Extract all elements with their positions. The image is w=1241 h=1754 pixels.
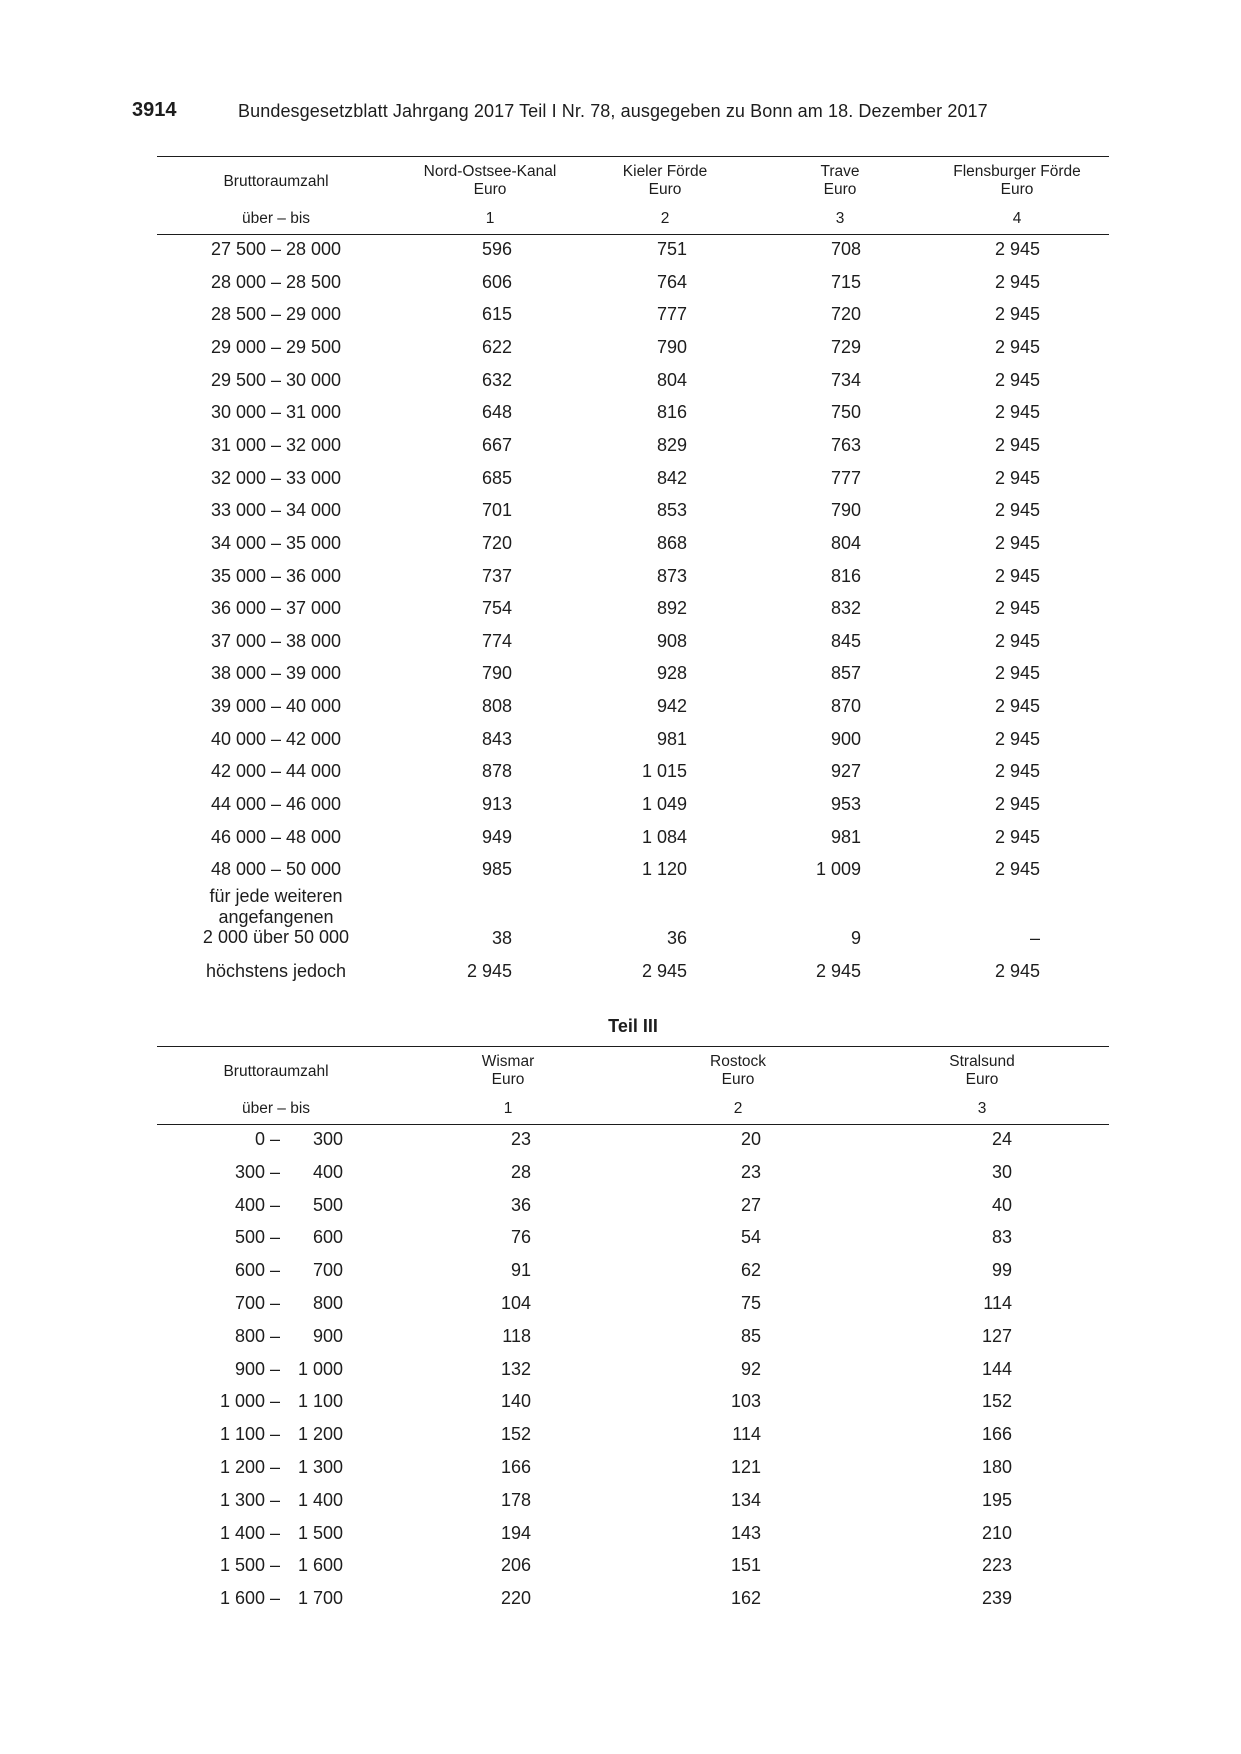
range-from-cell: 1 500 – xyxy=(219,1555,280,1576)
value-cell: 2 945 xyxy=(994,859,1040,880)
value-cell: 774 xyxy=(481,630,512,651)
value-cell: 2 945 xyxy=(994,304,1040,325)
range-from-cell: 1 600 – xyxy=(219,1588,280,1609)
value-cell: 27 xyxy=(740,1194,761,1215)
value-cell: 2 945 xyxy=(994,630,1040,651)
value-cell: 92 xyxy=(740,1358,761,1379)
range-from-cell: 300 – xyxy=(234,1161,280,1182)
range-from-cell: 800 – xyxy=(234,1325,280,1346)
value-cell: 2 945 xyxy=(994,663,1040,684)
value-cell: 180 xyxy=(981,1457,1012,1477)
value-cell: 104 xyxy=(500,1293,531,1313)
range-cell: 40 000 – 42 000 xyxy=(210,728,342,749)
column-title: Stralsund xyxy=(949,1053,1015,1070)
range-from-cell: 1 300 – xyxy=(219,1489,280,1510)
value-cell: 23 xyxy=(510,1129,531,1149)
value-cell: 648 xyxy=(481,402,512,423)
value-cell: 1 015 xyxy=(641,761,687,782)
value-cell: 596 xyxy=(481,239,512,259)
column-title: Bruttoraumzahl xyxy=(223,173,329,190)
value-cell: 708 xyxy=(830,239,861,259)
value-cell: 868 xyxy=(656,532,687,553)
column-number: 2 xyxy=(733,1100,743,1117)
value-cell: 808 xyxy=(481,696,512,717)
value-cell: 829 xyxy=(656,434,687,455)
column-number: 3 xyxy=(835,210,845,227)
range-to-cell: 600 xyxy=(312,1227,343,1248)
value-cell: 2 945 xyxy=(994,336,1040,357)
value-cell: 91 xyxy=(510,1260,531,1281)
range-cell: 48 000 – 50 000 xyxy=(210,859,342,880)
value-cell: 30 xyxy=(991,1161,1012,1182)
additional-label-line: für jede weiteren xyxy=(209,886,343,906)
value-cell: 790 xyxy=(481,663,512,684)
value-cell: 750 xyxy=(830,402,861,423)
value-cell: 83 xyxy=(991,1227,1012,1248)
value-cell: 220 xyxy=(500,1588,531,1609)
value-cell: 845 xyxy=(830,630,861,651)
header-bottom-rule xyxy=(157,1124,1109,1125)
range-from-cell: 600 – xyxy=(234,1260,280,1281)
value-cell: 40 xyxy=(991,1194,1012,1215)
column-unit: Euro xyxy=(491,1071,525,1088)
value-cell: 804 xyxy=(830,532,861,553)
range-cell: 32 000 – 33 000 xyxy=(210,467,342,488)
range-from-cell: 1 400 – xyxy=(219,1522,280,1543)
value-cell: 62 xyxy=(740,1260,761,1281)
column-title: Bruttoraumzahl xyxy=(223,1063,329,1080)
value-cell: 953 xyxy=(830,794,861,815)
value-cell: 928 xyxy=(656,663,687,684)
value-cell: 2 945 xyxy=(994,794,1040,815)
column-number: über – bis xyxy=(241,210,311,227)
value-cell: 152 xyxy=(981,1391,1012,1412)
range-to-cell: 500 xyxy=(312,1194,343,1215)
value-cell: 54 xyxy=(740,1227,761,1248)
value-cell: 99 xyxy=(991,1260,1012,1281)
additional-value-cell: – xyxy=(1029,928,1040,948)
column-title: Rostock xyxy=(710,1053,766,1070)
range-cell: 30 000 – 31 000 xyxy=(210,402,342,423)
maximum-label: höchstens jedoch xyxy=(205,961,347,981)
range-cell: 36 000 – 37 000 xyxy=(210,598,342,619)
value-cell: 2 945 xyxy=(994,696,1040,717)
value-cell: 927 xyxy=(830,761,861,782)
range-from-cell: 1 000 – xyxy=(219,1391,280,1412)
value-cell: 857 xyxy=(830,663,861,684)
value-cell: 816 xyxy=(656,402,687,423)
range-cell: 28 000 – 28 500 xyxy=(210,271,342,292)
value-cell: 166 xyxy=(500,1457,531,1477)
range-cell: 39 000 – 40 000 xyxy=(210,696,342,717)
maximum-value-cell: 2 945 xyxy=(466,961,512,981)
range-from-cell: 1 100 – xyxy=(219,1424,280,1445)
value-cell: 162 xyxy=(730,1588,761,1609)
value-cell: 1 120 xyxy=(641,859,687,880)
value-cell: 790 xyxy=(656,336,687,357)
range-to-cell: 400 xyxy=(312,1161,343,1182)
range-to-cell: 1 500 xyxy=(297,1522,343,1543)
range-from-cell: 1 200 – xyxy=(219,1457,280,1477)
column-unit: Euro xyxy=(1000,181,1034,198)
additional-value-cell: 36 xyxy=(666,928,687,948)
range-cell: 37 000 – 38 000 xyxy=(210,630,342,651)
value-cell: 76 xyxy=(510,1227,531,1248)
value-cell: 873 xyxy=(656,565,687,586)
additional-label-line: 2 000 über 50 000 xyxy=(202,927,350,947)
range-cell: 38 000 – 39 000 xyxy=(210,663,342,684)
running-head: Bundesgesetzblatt Jahrgang 2017 Teil I Nr. 78, ausgegeben zu Bonn am 18. Dezember 2017 xyxy=(238,101,988,121)
value-cell: 127 xyxy=(981,1325,1012,1346)
value-cell: 790 xyxy=(830,500,861,521)
range-cell: 28 500 – 29 000 xyxy=(210,304,342,325)
table-top-rule xyxy=(157,1046,1109,1047)
value-cell: 737 xyxy=(481,565,512,586)
value-cell: 720 xyxy=(481,532,512,553)
value-cell: 144 xyxy=(981,1358,1012,1379)
column-number: 1 xyxy=(485,210,495,227)
value-cell: 36 xyxy=(510,1194,531,1215)
value-cell: 878 xyxy=(481,761,512,782)
value-cell: 754 xyxy=(481,598,512,619)
range-cell: 31 000 – 32 000 xyxy=(210,434,342,455)
value-cell: 832 xyxy=(830,598,861,619)
range-to-cell: 1 200 xyxy=(297,1424,343,1445)
value-cell: 2 945 xyxy=(994,728,1040,749)
column-title: Nord-Ostsee-Kanal xyxy=(423,163,557,180)
column-number: 2 xyxy=(660,210,670,227)
value-cell: 151 xyxy=(730,1555,761,1576)
range-to-cell: 900 xyxy=(312,1325,343,1346)
value-cell: 701 xyxy=(481,500,512,521)
value-cell: 2 945 xyxy=(994,369,1040,390)
column-number: über – bis xyxy=(241,1100,311,1117)
range-cell: 42 000 – 44 000 xyxy=(210,761,342,782)
value-cell: 206 xyxy=(500,1555,531,1576)
value-cell: 804 xyxy=(656,369,687,390)
value-cell: 900 xyxy=(830,728,861,749)
column-number: 1 xyxy=(503,1100,513,1117)
value-cell: 622 xyxy=(481,336,512,357)
value-cell: 816 xyxy=(830,565,861,586)
additional-label-line: angefangenen xyxy=(218,906,334,927)
value-cell: 870 xyxy=(830,696,861,717)
value-cell: 720 xyxy=(830,304,861,325)
table-top-rule xyxy=(157,156,1109,157)
range-cell: 27 500 – 28 000 xyxy=(210,239,342,259)
value-cell: 194 xyxy=(500,1522,531,1543)
value-cell: 2 945 xyxy=(994,565,1040,586)
value-cell: 981 xyxy=(656,728,687,749)
header-bottom-rule xyxy=(157,234,1109,235)
value-cell: 853 xyxy=(656,500,687,521)
value-cell: 985 xyxy=(481,859,512,880)
column-title: Kieler Förde xyxy=(622,163,708,180)
range-from-cell: 500 – xyxy=(234,1227,280,1248)
maximum-value-cell: 2 945 xyxy=(994,961,1040,981)
value-cell: 777 xyxy=(656,304,687,325)
value-cell: 75 xyxy=(740,1293,761,1313)
value-cell: 734 xyxy=(830,369,861,390)
range-from-cell: 400 – xyxy=(234,1194,280,1215)
value-cell: 140 xyxy=(500,1391,531,1412)
value-cell: 764 xyxy=(656,271,687,292)
value-cell: 85 xyxy=(740,1325,761,1346)
column-title: Flensburger Förde xyxy=(953,163,1081,180)
value-cell: 892 xyxy=(656,598,687,619)
value-cell: 239 xyxy=(981,1588,1012,1609)
page-number: 3914 xyxy=(132,99,177,121)
range-cell: 34 000 – 35 000 xyxy=(210,532,342,553)
value-cell: 981 xyxy=(830,826,861,847)
value-cell: 121 xyxy=(730,1457,761,1477)
value-cell: 2 945 xyxy=(994,467,1040,488)
value-cell: 132 xyxy=(500,1358,531,1379)
range-cell: 44 000 – 46 000 xyxy=(210,794,342,815)
value-cell: 1 009 xyxy=(815,859,861,880)
range-to-cell: 700 xyxy=(312,1260,343,1281)
additional-value-cell: 9 xyxy=(850,928,861,948)
range-to-cell: 1 300 xyxy=(297,1457,343,1477)
value-cell: 606 xyxy=(481,271,512,292)
value-cell: 152 xyxy=(500,1424,531,1445)
value-cell: 615 xyxy=(481,304,512,325)
value-cell: 114 xyxy=(732,1424,761,1445)
value-cell: 28 xyxy=(510,1161,531,1182)
range-from-cell: 0 – xyxy=(254,1129,280,1149)
value-cell: 2 945 xyxy=(994,826,1040,847)
column-unit: Euro xyxy=(823,181,857,198)
value-cell: 195 xyxy=(981,1489,1012,1510)
column-title: Trave xyxy=(820,163,860,180)
range-to-cell: 1 700 xyxy=(297,1588,343,1609)
value-cell: 2 945 xyxy=(994,598,1040,619)
value-cell: 20 xyxy=(740,1129,761,1149)
column-unit: Euro xyxy=(648,181,682,198)
range-to-cell: 1 100 xyxy=(297,1391,343,1412)
value-cell: 2 945 xyxy=(994,500,1040,521)
column-title: Wismar xyxy=(481,1053,535,1070)
column-number: 3 xyxy=(977,1100,987,1117)
range-to-cell: 1 400 xyxy=(297,1489,343,1510)
range-to-cell: 1 600 xyxy=(297,1555,343,1576)
value-cell: 2 945 xyxy=(994,532,1040,553)
maximum-value-cell: 2 945 xyxy=(815,961,861,981)
column-unit: Euro xyxy=(721,1071,755,1088)
range-cell: 29 500 – 30 000 xyxy=(210,369,342,390)
value-cell: 2 945 xyxy=(994,271,1040,292)
additional-value-cell: 38 xyxy=(491,928,512,948)
value-cell: 178 xyxy=(500,1489,531,1510)
value-cell: 134 xyxy=(730,1489,761,1510)
maximum-value-cell: 2 945 xyxy=(641,961,687,981)
range-to-cell: 1 000 xyxy=(297,1358,343,1379)
value-cell: 118 xyxy=(502,1325,531,1346)
value-cell: 210 xyxy=(981,1522,1012,1543)
value-cell: 842 xyxy=(656,467,687,488)
range-from-cell: 900 – xyxy=(234,1358,280,1379)
value-cell: 949 xyxy=(481,826,512,847)
value-cell: 913 xyxy=(481,794,512,815)
value-cell: 114 xyxy=(983,1293,1012,1313)
value-cell: 24 xyxy=(991,1129,1012,1149)
value-cell: 1 049 xyxy=(641,794,687,815)
value-cell: 23 xyxy=(740,1161,761,1182)
value-cell: 751 xyxy=(656,239,687,259)
range-to-cell: 300 xyxy=(312,1129,343,1149)
value-cell: 763 xyxy=(830,434,861,455)
value-cell: 777 xyxy=(830,467,861,488)
value-cell: 632 xyxy=(481,369,512,390)
value-cell: 103 xyxy=(730,1391,761,1412)
column-unit: Euro xyxy=(473,181,507,198)
value-cell: 166 xyxy=(981,1424,1012,1445)
value-cell: 2 945 xyxy=(994,402,1040,423)
value-cell: 1 084 xyxy=(641,826,687,847)
value-cell: 843 xyxy=(481,728,512,749)
value-cell: 908 xyxy=(656,630,687,651)
range-cell: 33 000 – 34 000 xyxy=(210,500,342,521)
range-from-cell: 700 – xyxy=(234,1293,280,1313)
section-title: Teil III xyxy=(608,1016,658,1036)
value-cell: 2 945 xyxy=(994,434,1040,455)
range-cell: 46 000 – 48 000 xyxy=(210,826,342,847)
value-cell: 685 xyxy=(481,467,512,488)
range-cell: 35 000 – 36 000 xyxy=(210,565,342,586)
value-cell: 715 xyxy=(830,271,861,292)
value-cell: 143 xyxy=(730,1522,761,1543)
value-cell: 2 945 xyxy=(994,761,1040,782)
value-cell: 667 xyxy=(481,434,512,455)
value-cell: 729 xyxy=(830,336,861,357)
value-cell: 2 945 xyxy=(994,239,1040,259)
range-cell: 29 000 – 29 500 xyxy=(210,336,342,357)
range-to-cell: 800 xyxy=(312,1293,343,1313)
column-number: 4 xyxy=(1012,210,1022,227)
value-cell: 223 xyxy=(981,1555,1012,1576)
value-cell: 942 xyxy=(656,696,687,717)
column-unit: Euro xyxy=(965,1071,999,1088)
